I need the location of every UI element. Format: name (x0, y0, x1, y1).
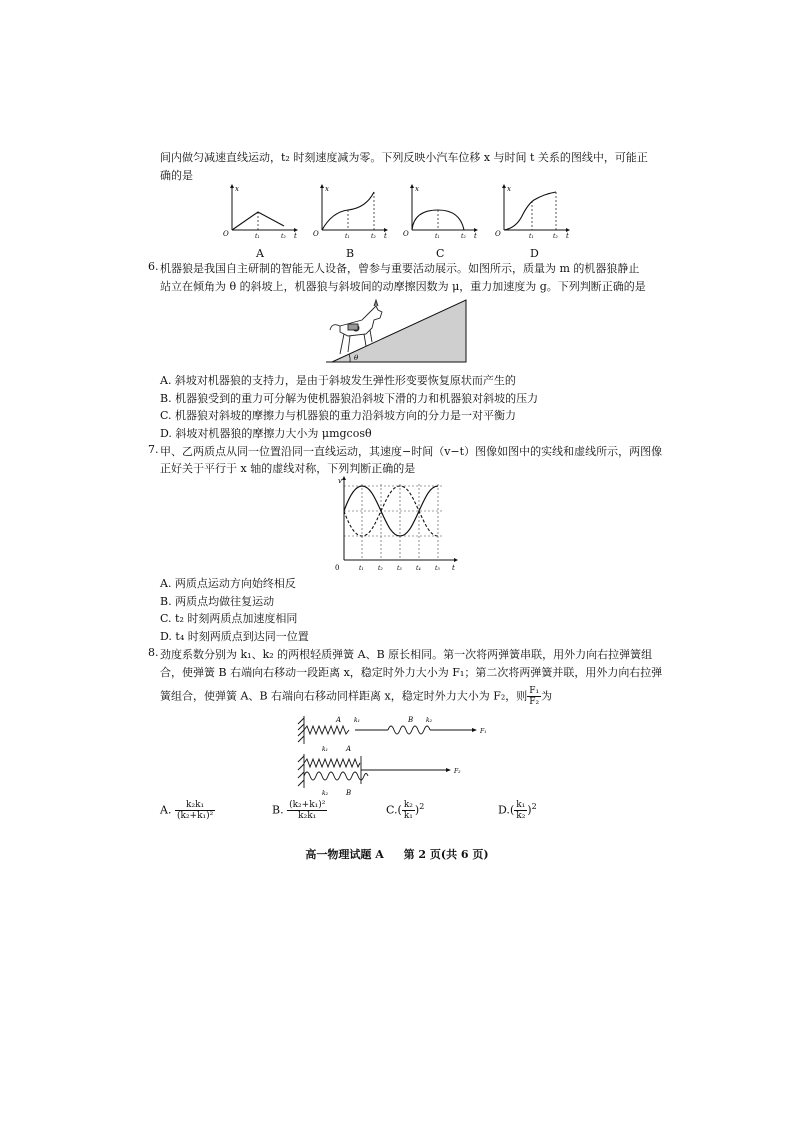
q5-graph-d-label: D (530, 247, 539, 260)
q8-option-b: B. $\frac{\text{(k₂+k₁)²}}{\text{k₂k₁}}$ (272, 800, 326, 821)
theta-label: θ (354, 354, 359, 362)
svg-text:O: O (313, 230, 319, 238)
q5-graph-c (402, 184, 482, 246)
q8-text-line1: 劲度系数分别为 k₁、k₂ 的两根轻质弹簧 A、B 原长相同。第一次将两弹簧串联，用外力向右拉弹簧组 (160, 648, 653, 661)
q6-number: 6. (148, 260, 159, 273)
svg-text:k₂: k₂ (322, 790, 329, 797)
svg-text:O: O (403, 230, 409, 238)
q7-number: 7. (148, 443, 159, 456)
page-footer (0, 846, 794, 862)
q5-graph-c-label: C (436, 247, 445, 260)
q7-text-line1: 甲、乙两质点从同一位置沿同一直线运动，其速度−时间（v−t）图像如图中的实线和虚线所示，两图像 (160, 445, 663, 458)
q7-option-b: B. 两质点均做往复运动 (160, 595, 275, 608)
q7-option-c: C. t₂ 时刻两质点加速度相同 (160, 612, 298, 625)
q6-text-line1: 机器狼是我国自主研制的智能无人设备，曾参与重要活动展示。如图所示，质量为 m 的机器狼静止 (160, 262, 640, 275)
svg-text:t: t (384, 232, 387, 240)
t3-tick: t₃ (397, 565, 402, 572)
svg-text:O: O (495, 230, 501, 238)
q8-option-a: A. $\frac{\text{k₂k₁}}{\text{(k₂+k₁)²}}$ (160, 800, 214, 821)
q8-spring-figure (292, 712, 502, 796)
footer-page: 第 2 页(共 6 页) (403, 848, 489, 861)
q8-option-d: D.( $\frac{\text{k₁}}{\text{k₂}}$ )$^2$ (498, 800, 537, 821)
q8-number: 8. (148, 646, 159, 659)
q6-option-c: C. 机器狼对斜坡的摩擦力与机器狼的重力沿斜坡方向的分力是一对平衡力 (160, 409, 517, 422)
q8-text-line3: 簧组合，使弹簧 A、B 右端向右移动同样距离 x，稳定时外力大小为 F₂，则 $\frac{\text{F₁}}{\text{F₂}}$ 为 (160, 686, 553, 707)
f1-over-f2-fraction: $\frac{\text{F₁}}{\text{F₂}}$ (529, 686, 540, 707)
t4-tick: t₄ (416, 565, 421, 572)
q5-graph-b-label: B (346, 247, 355, 260)
svg-text:t₂: t₂ (553, 233, 558, 240)
svg-text:x: x (507, 185, 511, 193)
svg-text:k₂: k₂ (426, 717, 433, 724)
axis-v-label: v (338, 477, 342, 485)
q8-text-line2: 合，使弹簧 B 右端向右移动一段距离 x，稳定时外力大小为 F₁；第二次将两弹簧并联，用外力向右拉弹 (160, 666, 663, 679)
axis-t-label: t (452, 564, 455, 572)
t2-tick: t₂ (378, 565, 383, 572)
svg-text:x: x (415, 185, 419, 193)
q5-text-line1: 间内做匀减速直线运动，t₂ 时刻速度减为零。下列反映小汽车位移 x 与时间 t 关系的图线中，可能正 (160, 151, 648, 164)
svg-text:t: t (566, 232, 569, 240)
q5-graph-a-label: A (256, 247, 264, 260)
q6-option-d: D. 斜坡对机器狼的摩擦力大小为 μmgcosθ (160, 427, 372, 440)
footer-title: 高一物理试题 A (305, 848, 384, 861)
svg-text:B: B (346, 789, 352, 797)
svg-text:k₁: k₁ (322, 746, 329, 753)
svg-text:t₁: t₁ (345, 233, 350, 240)
svg-text:x: x (325, 185, 329, 193)
q6-robot-wolf-slope-figure (326, 296, 468, 368)
axis-x-label: x (235, 185, 239, 193)
t1-tick: t₁ (359, 565, 364, 572)
q6-option-b: B. 机器狼受到的重力可分解为使机器狼沿斜坡下滑的力和机器狼对斜坡的压力 (160, 392, 539, 405)
q8-option-c: C.( $\frac{\text{k₂}}{\text{k₁}}$ )$^2$ (386, 800, 425, 821)
q5-graph-a (222, 184, 302, 246)
t1-label: t₁ (255, 233, 260, 240)
t2-label: t₂ (281, 233, 286, 240)
svg-text:A: A (336, 716, 342, 724)
q7-text-line2: 正好关于平行于 x 轴的虚线对称，下列判断正确的是 (160, 462, 416, 475)
t5-tick: t₅ (435, 565, 440, 572)
q5-text-line2: 确的是 (160, 169, 193, 182)
svg-text:t: t (474, 232, 477, 240)
origin-label: O (223, 230, 229, 238)
q7-option-a: A. 两质点运动方向始终相反 (160, 577, 296, 590)
svg-text:B: B (408, 716, 414, 724)
origin-label: 0 (335, 564, 340, 572)
q7-option-d: D. t₄ 时刻两质点到达同一位置 (160, 630, 309, 643)
q5-graph-d (494, 184, 574, 246)
q6-option-a: A. 斜坡对机器狼的支持力，是由于斜坡发生弹性形变要恢复原状而产生的 (160, 374, 516, 387)
svg-text:A: A (346, 745, 352, 753)
svg-text:k₁: k₁ (354, 717, 361, 724)
axis-t-label: t (294, 232, 297, 240)
svg-text:F₁: F₁ (480, 728, 487, 735)
svg-text:t₁: t₁ (529, 233, 534, 240)
q5-graph-b (312, 184, 392, 246)
svg-text:t₁: t₁ (435, 233, 440, 240)
q6-text-line2: 站立在倾角为 θ 的斜坡上，机器狼与斜坡间的动摩擦因数为 μ，重力加速度为 g。下列判断正确的是 (160, 280, 646, 293)
svg-text:F₂: F₂ (454, 768, 461, 775)
svg-text:t₂: t₂ (461, 233, 466, 240)
q7-vt-graph (332, 476, 462, 572)
svg-text:t₂: t₂ (371, 233, 376, 240)
